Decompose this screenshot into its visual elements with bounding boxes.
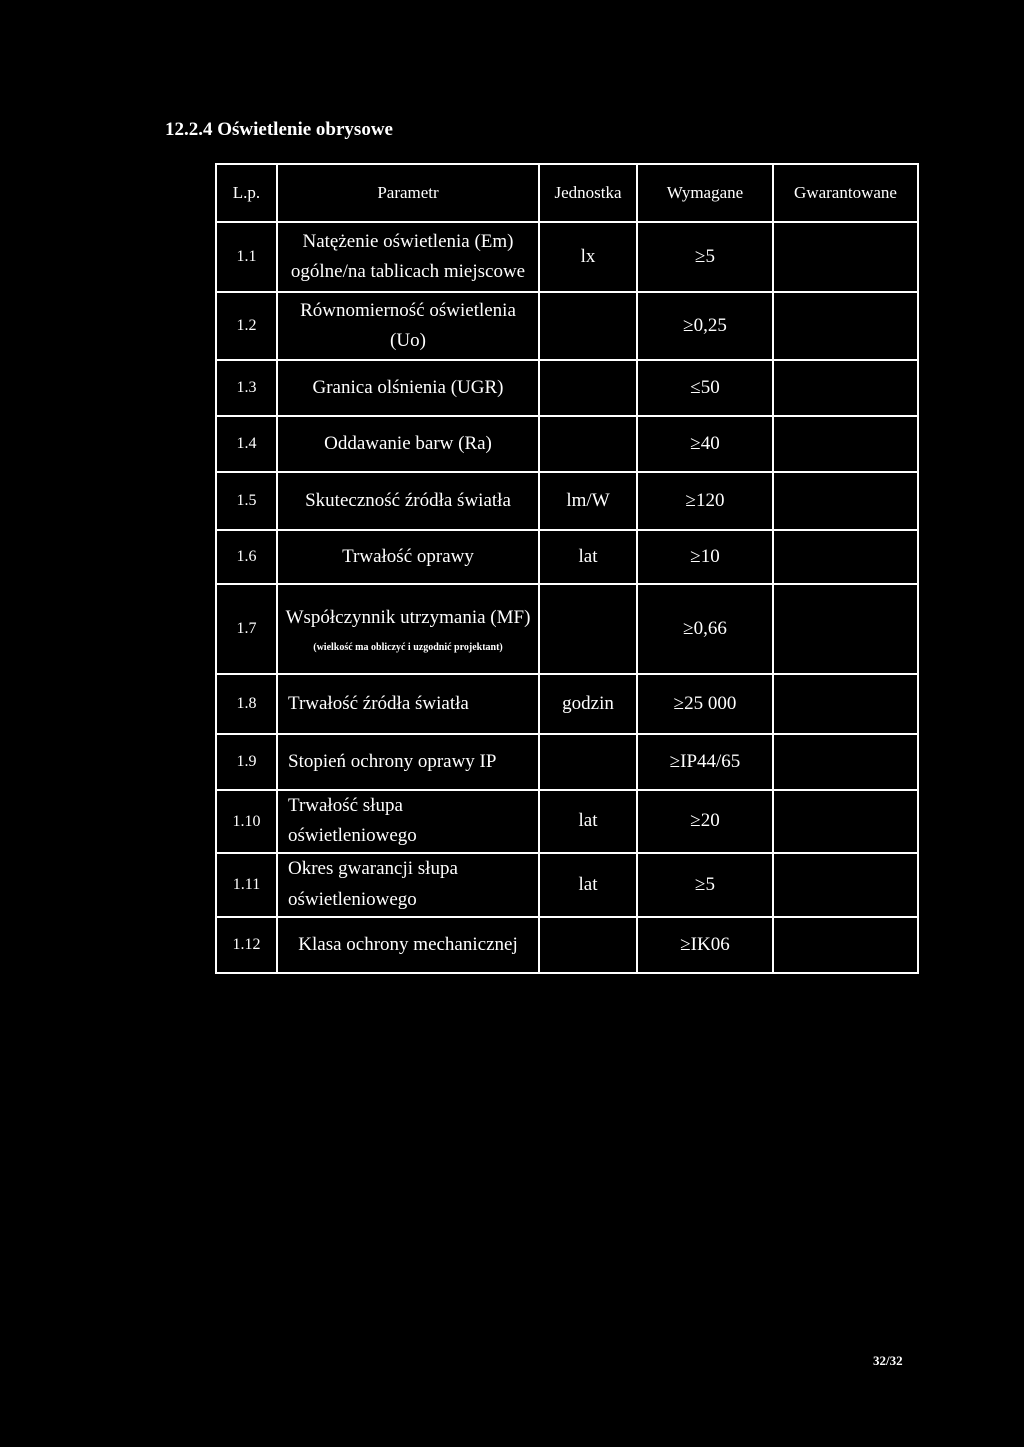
row-unit: lx <box>539 222 637 292</box>
row-guaranteed <box>773 416 918 472</box>
row-lp: 1.1 <box>216 222 277 292</box>
row-guaranteed <box>773 674 918 734</box>
row-parameter: Stopień ochrony oprawy IP <box>277 734 539 790</box>
row-required: ≥25 000 <box>637 674 773 734</box>
table-row <box>216 292 918 360</box>
row-parameter: Natężenie oświetlenia (Em) ogólne/na tablicach miejscowe <box>277 222 539 292</box>
header-lp: L.p. <box>216 164 277 222</box>
table-row <box>216 530 918 584</box>
header-jednostka: Jednostka <box>539 164 637 222</box>
row-guaranteed <box>773 292 918 360</box>
table-header-row <box>216 164 918 222</box>
row-guaranteed <box>773 472 918 530</box>
row-parameter-text: Współczynnik utrzymania (MF) <box>285 607 531 629</box>
row-parameter: Równomierność oświetlenia (Uo) <box>277 292 539 360</box>
table-row <box>216 222 918 292</box>
header-gwarantowane: Gwarantowane <box>773 164 918 222</box>
row-lp: 1.5 <box>216 472 277 530</box>
row-required: ≥5 <box>637 853 773 917</box>
row-unit: lat <box>539 530 637 584</box>
row-unit <box>539 416 637 472</box>
row-guaranteed <box>773 530 918 584</box>
row-required: ≥IK06 <box>637 917 773 973</box>
header-parametr: Parametr <box>277 164 539 222</box>
row-unit <box>539 584 637 674</box>
table-row <box>216 917 918 973</box>
row-unit: lat <box>539 790 637 853</box>
table-row <box>216 734 918 790</box>
row-required: ≥120 <box>637 472 773 530</box>
row-required: ≥IP44/65 <box>637 734 773 790</box>
header-wymagane: Wymagane <box>637 164 773 222</box>
row-guaranteed <box>773 917 918 973</box>
row-required: ≥0,66 <box>637 584 773 674</box>
row-parameter: Trwałość źródła światła <box>277 674 539 734</box>
row-lp: 1.11 <box>216 853 277 917</box>
row-unit <box>539 917 637 973</box>
row-lp: 1.3 <box>216 360 277 416</box>
section-title: 12.2.4 Oświetlenie obrysowe <box>165 119 393 140</box>
row-guaranteed <box>773 584 918 674</box>
table-row <box>216 790 918 853</box>
row-required: ≤50 <box>637 360 773 416</box>
row-guaranteed <box>773 734 918 790</box>
row-required: ≥20 <box>637 790 773 853</box>
row-lp: 1.12 <box>216 917 277 973</box>
row-parameter: Granica olśnienia (UGR) <box>277 360 539 416</box>
row-lp: 1.2 <box>216 292 277 360</box>
row-lp: 1.8 <box>216 674 277 734</box>
row-lp: 1.4 <box>216 416 277 472</box>
table-row <box>216 416 918 472</box>
row-required: ≥40 <box>637 416 773 472</box>
row-lp: 1.7 <box>216 584 277 674</box>
table-row <box>216 674 918 734</box>
row-guaranteed <box>773 360 918 416</box>
page-number: 32/32 <box>873 1353 903 1368</box>
row-required: ≥10 <box>637 530 773 584</box>
row-required: ≥0,25 <box>637 292 773 360</box>
row-parameter-note: (wielkość ma obliczyć i uzgodnić projektant) <box>313 641 503 653</box>
row-lp: 1.6 <box>216 530 277 584</box>
row-unit: lat <box>539 853 637 917</box>
row-parameter: Skuteczność źródła światła <box>277 472 539 530</box>
row-parameter <box>277 584 539 674</box>
row-unit: lm/W <box>539 472 637 530</box>
row-parameter: Klasa ochrony mechanicznej <box>277 917 539 973</box>
row-parameter: Okres gwarancji słupa oświetleniowego <box>277 853 539 917</box>
row-unit <box>539 292 637 360</box>
row-required: ≥5 <box>637 222 773 292</box>
specification-table <box>215 163 919 974</box>
row-lp: 1.9 <box>216 734 277 790</box>
row-parameter: Trwałość słupa oświetleniowego <box>277 790 539 853</box>
row-lp: 1.10 <box>216 790 277 853</box>
table-row <box>216 360 918 416</box>
table-row <box>216 584 918 674</box>
row-parameter: Trwałość oprawy <box>277 530 539 584</box>
table-row <box>216 853 918 917</box>
row-guaranteed <box>773 790 918 853</box>
row-parameter: Oddawanie barw (Ra) <box>277 416 539 472</box>
table-row <box>216 472 918 530</box>
row-guaranteed <box>773 222 918 292</box>
row-unit <box>539 734 637 790</box>
row-unit <box>539 360 637 416</box>
row-guaranteed <box>773 853 918 917</box>
row-unit: godzin <box>539 674 637 734</box>
